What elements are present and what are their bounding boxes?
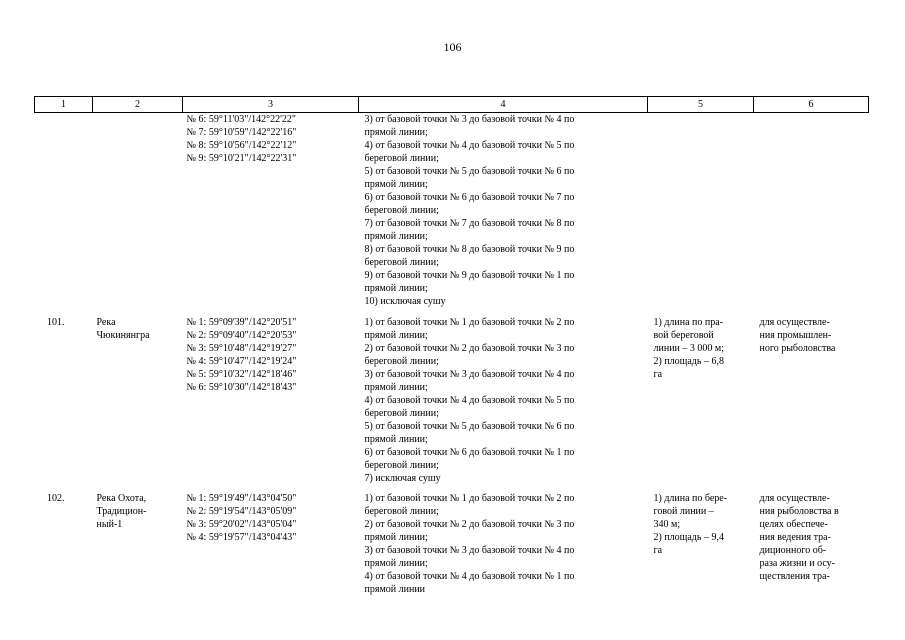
fishing-areas-table [34,96,869,601]
area-purpose-line: раза жизни и осу- [759,558,835,569]
base-point-coords-line: № 3: 59°20'02"/143°05'04" [186,519,297,530]
boundary-description-line: прямой линии; [364,127,428,138]
area-purpose-line: для осуществле- [759,493,830,504]
area-name-cell [93,490,183,601]
area-purpose-cell [754,490,869,601]
area-size-line: вой береговой [653,330,714,341]
base-point-coords-line: № 4: 59°10'47"/142°19'24" [186,356,297,367]
table-row [35,314,869,490]
area-purpose-line: диционного об- [759,545,827,556]
area-purpose-cell [754,314,869,490]
boundary-description-line: 5) от базовой точки № 5 до базовой точки № 6 по [364,421,575,432]
area-size-cell [648,113,754,315]
boundary-description-line: 7) от базовой точки № 7 до базовой точки № 8 по [364,218,575,229]
area-purpose-line: ществления тра- [759,571,830,582]
boundary-description-line: 2) от базовой точки № 2 до базовой точки № 3 по [364,343,575,354]
area-number-cell [35,490,93,601]
base-point-coords-line: № 3: 59°10'48"/142°19'27" [186,343,297,354]
area-purpose-line: целях обеспече- [759,519,828,530]
boundary-description-line: прямой линии; [364,558,428,569]
base-point-coords-line: № 9: 59°10'21"/142°22'31" [186,153,297,164]
boundary-description-cell [359,490,648,601]
area-number-cell [35,113,93,315]
boundary-description-line: 1) от базовой точки № 1 до базовой точки № 2 по [364,493,575,504]
boundary-description-line: береговой линии; [364,408,439,419]
column-header-3: 3 [183,97,359,113]
area-number-cell [35,314,93,490]
base-point-coords-line: № 4: 59°19'57"/143°04'43" [186,532,297,543]
area-size-line: 340 м; [653,519,681,530]
boundary-description-line: 5) от базовой точки № 5 до базовой точки № 6 по [364,166,575,177]
column-header-4: 4 [359,97,648,113]
boundary-description-line: прямой линии [364,584,426,595]
base-point-coords-line: № 5: 59°10'32"/142°18'46" [186,369,297,380]
boundary-description-line: 3) от базовой точки № 3 до базовой точки № 4 по [364,369,575,380]
area-size-line: га [653,369,663,380]
page-number: 106 [443,40,462,54]
column-header-1: 1 [35,97,93,113]
table-header-row [35,97,869,113]
area-size-line: 2) площадь – 6,8 [653,356,724,367]
area-purpose-cell [754,113,869,315]
boundary-description-line: 4) от базовой точки № 4 до базовой точки № 5 по [364,395,575,406]
area-size-line: 1) длина по пра- [653,317,724,328]
boundary-description-line: береговой линии; [364,460,439,471]
area-size-cell [648,314,754,490]
boundary-description-line: 1) от базовой точки № 1 до базовой точки № 2 по [364,317,575,328]
boundary-description-line: 4) от базовой точки № 4 до базовой точки № 5 по [364,140,575,151]
boundary-description-line: 3) от базовой точки № 3 до базовой точки № 4 по [364,545,575,556]
boundary-description-cell [359,314,648,490]
area-purpose-line: ния рыболовства в [759,506,839,517]
boundary-description-line: прямой линии; [364,283,428,294]
column-header-6: 6 [754,97,869,113]
area-size-line: га [653,545,663,556]
boundary-description-line: 9) от базовой точки № 9 до базовой точки № 1 по [364,270,575,281]
boundary-description-line: 3) от базовой точки № 3 до базовой точки № 4 по [364,114,575,125]
area-name-cell [93,113,183,315]
area-name-line: Чюкинянгра [96,330,150,341]
area-size-line: линии – 3 000 м; [653,343,725,354]
area-name-line: Река Охота, [96,493,147,504]
boundary-description-line: 10) исключая сушу [364,296,446,307]
base-point-coords-line: № 8: 59°10'56"/142°22'12" [186,140,297,151]
base-point-coords-cell [183,490,359,601]
area-purpose-line: ного рыболовства [759,343,836,354]
base-point-coords-line: № 7: 59°10'59"/142°22'16" [186,127,297,138]
area-purpose-line: ния ведения тра- [759,532,831,543]
boundary-description-line: 4) от базовой точки № 4 до базовой точки № 1 по [364,571,575,582]
area-size-line: говой линии – [653,506,714,517]
area-purpose-line: ния промышлен- [759,330,832,341]
boundary-description-line: береговой линии; [364,205,439,216]
boundary-description-line: прямой линии; [364,434,428,445]
area-size-cell [648,490,754,601]
base-point-coords-line: № 6: 59°10'30"/142°18'43" [186,382,297,393]
base-point-coords-line: № 1: 59°19'49"/143°04'50" [186,493,297,504]
boundary-description-line: прямой линии; [364,532,428,543]
table-row [35,113,869,315]
area-purpose-line: для осуществле- [759,317,830,328]
boundary-description-line: прямой линии; [364,179,428,190]
area-name-line: Традицион- [96,506,147,517]
area-number: 101. [47,317,65,328]
boundary-description-line: 6) от базовой точки № 6 до базовой точки № 7 по [364,192,575,203]
boundary-description-line: береговой линии; [364,257,439,268]
area-name-cell [93,314,183,490]
column-header-5: 5 [648,97,754,113]
boundary-description-line: 2) от базовой точки № 2 до базовой точки № 3 по [364,519,575,530]
boundary-description-line: береговой линии; [364,153,439,164]
boundary-description-line: прямой линии; [364,330,428,341]
table-row [35,490,869,601]
boundary-description-line: 6) от базовой точки № 6 до базовой точки № 1 по [364,447,575,458]
area-size-line: 2) площадь – 9,4 [653,532,724,543]
boundary-description-line: прямой линии; [364,231,428,242]
base-point-coords-line: № 1: 59°09'39"/142°20'51" [186,317,297,328]
boundary-description-line: береговой линии; [364,356,439,367]
base-point-coords-cell [183,113,359,315]
boundary-description-line: 7) исключая сушу [364,473,441,484]
column-header-2: 2 [93,97,183,113]
boundary-description-cell [359,113,648,315]
base-point-coords-line: № 6: 59°11'03"/142°22'22" [186,114,296,125]
boundary-description-line: береговой линии; [364,506,439,517]
area-size-line: 1) длина по бере- [653,493,728,504]
area-name-line: ный-1 [96,519,123,530]
base-point-coords-line: № 2: 59°19'54"/143°05'09" [186,506,297,517]
boundary-description-line: прямой линии; [364,382,428,393]
area-number: 102. [47,493,65,504]
area-name-line: Река [96,317,116,328]
boundary-description-line: 8) от базовой точки № 8 до базовой точки № 9 по [364,244,575,255]
base-point-coords-cell [183,314,359,490]
base-point-coords-line: № 2: 59°09'40"/142°20'53" [186,330,297,341]
